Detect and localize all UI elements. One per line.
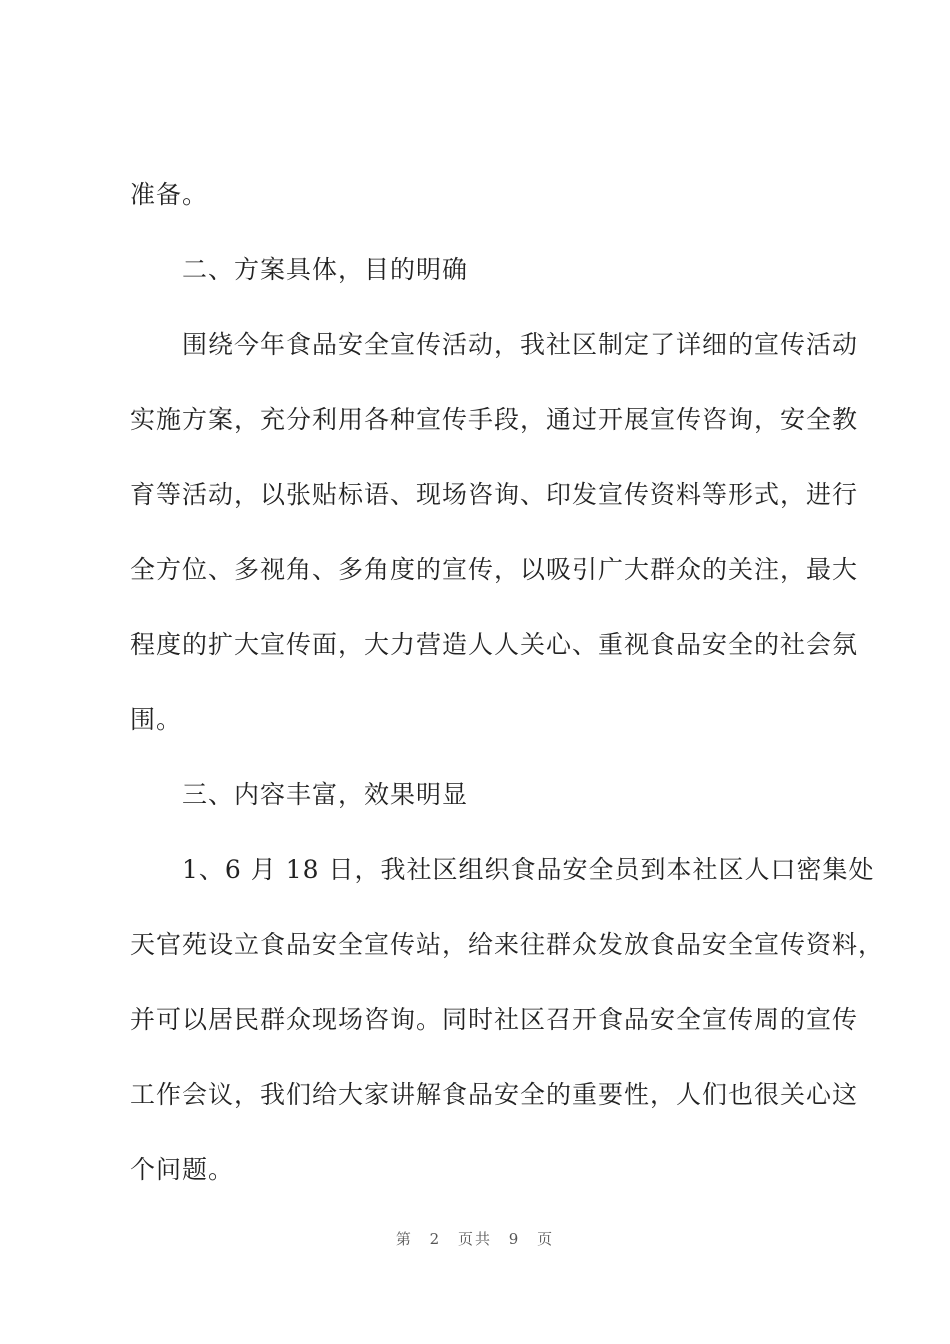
text-line: 个问题。 bbox=[130, 1155, 235, 1184]
text-line: 程度的扩大宣传面，大力营造人人关心、重视食品安全的社会氛 bbox=[130, 630, 859, 659]
section-heading: 三、内容丰富，效果明显 bbox=[130, 780, 469, 809]
text-line: 1、6 月 18 日，我社区组织食品安全员到本社区人口密集处 bbox=[130, 855, 875, 884]
text-line: 工作会议，我们给大家讲解食品安全的重要性，人们也很关心这 bbox=[130, 1080, 859, 1109]
section-heading: 二、方案具体，目的明确 bbox=[130, 255, 469, 284]
text-line: 围。 bbox=[130, 705, 183, 734]
page-number-footer: 第 2 页共 9 页 bbox=[395, 1230, 555, 1248]
text-line: 天官苑设立食品安全宣传站，给来往群众发放食品安全宣传资料， bbox=[130, 930, 885, 959]
text-line: 并可以居民群众现场咨询。同时社区召开食品安全宣传周的宣传 bbox=[130, 1005, 859, 1034]
text-line: 实施方案，充分利用各种宣传手段，通过开展宣传咨询，安全教 bbox=[130, 405, 859, 434]
text-line: 围绕今年食品安全宣传活动，我社区制定了详细的宣传活动 bbox=[130, 330, 859, 359]
text-line: 育等活动，以张贴标语、现场咨询、印发宣传资料等形式，进行 bbox=[130, 480, 859, 509]
text-line: 准备。 bbox=[130, 180, 209, 209]
text-line: 全方位、多视角、多角度的宣传，以吸引广大群众的关注，最大 bbox=[130, 555, 859, 584]
